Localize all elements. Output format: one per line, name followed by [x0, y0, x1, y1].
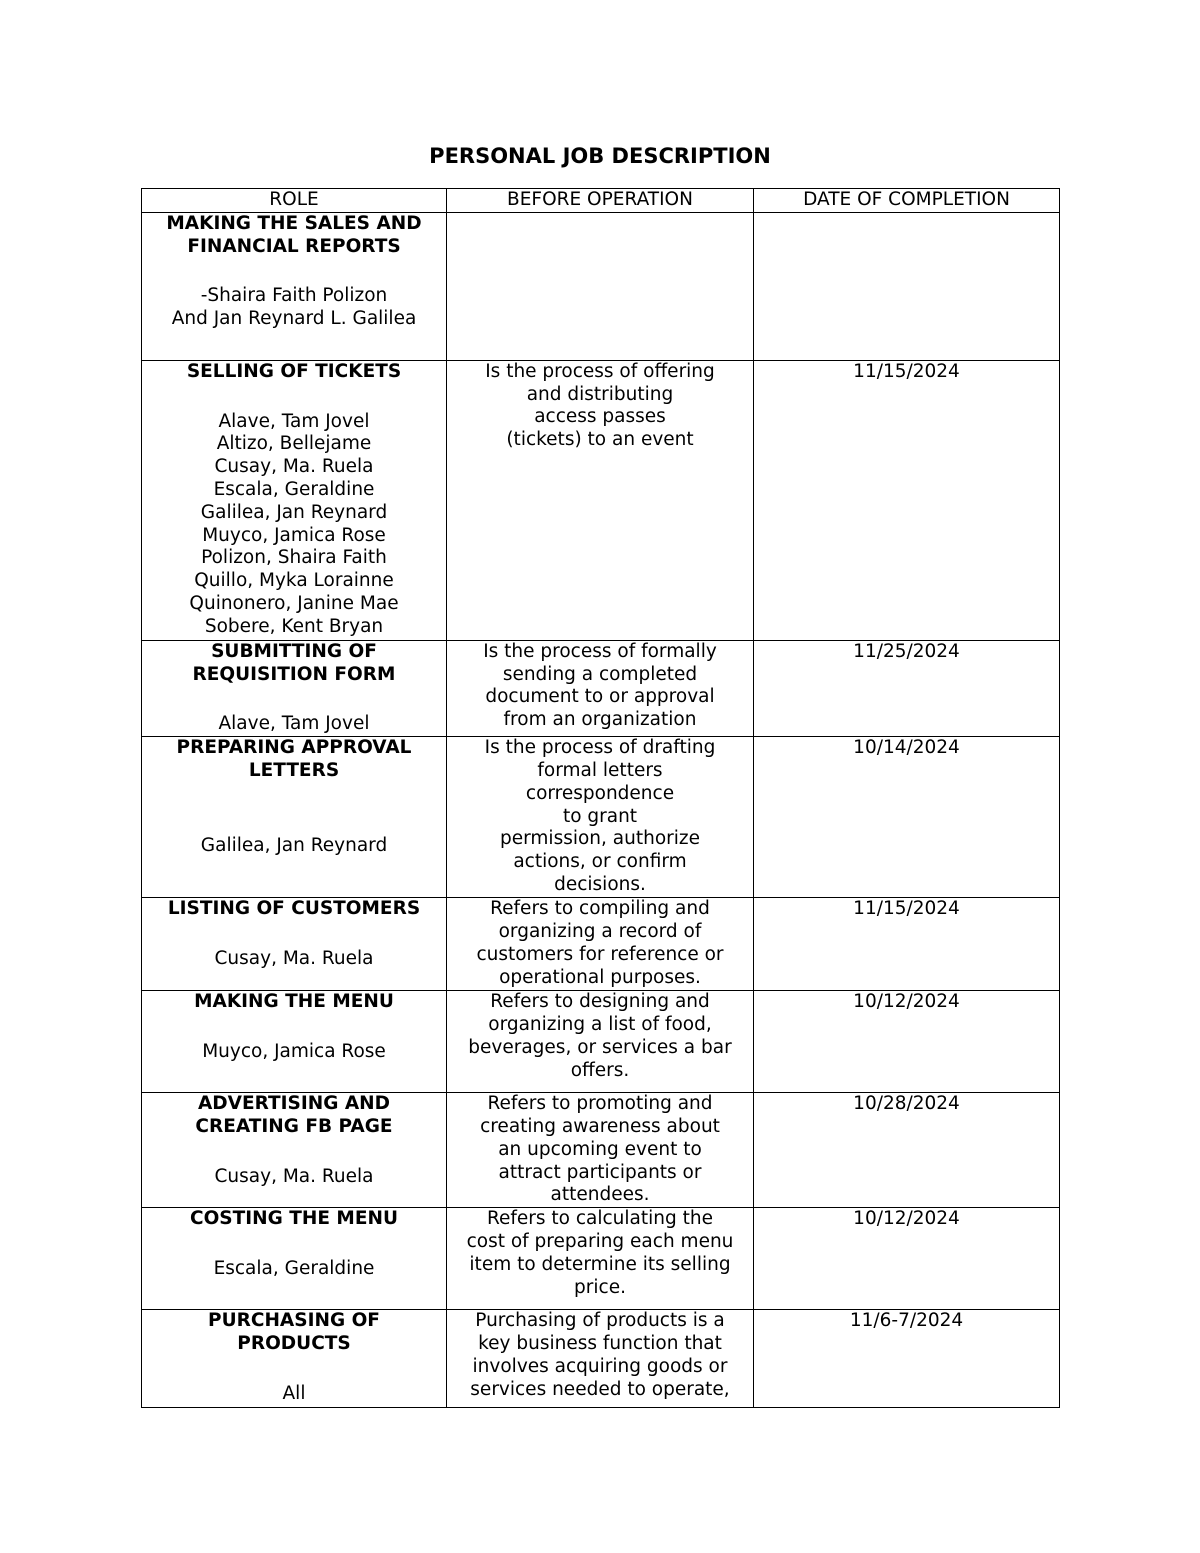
- role-members: -Shaira Faith Polizon And Jan Reynard L. Galilea: [171, 285, 417, 330]
- job-description-table: [141, 188, 1060, 1408]
- date-cell: 11/6-7/2024: [754, 1310, 1060, 1408]
- table-row: [142, 991, 1060, 1093]
- role-members: Galilea, Jan Reynard: [200, 834, 388, 856]
- table-row: [142, 1310, 1060, 1408]
- role-title: SUBMITTING OF REQUISITION FORM: [192, 640, 396, 685]
- header-role: ROLE: [142, 189, 447, 213]
- table-row: [142, 1208, 1060, 1310]
- document-title: PERSONAL JOB DESCRIPTION: [429, 144, 771, 168]
- role-members: Cusay, Ma. Ruela: [214, 947, 374, 969]
- date-cell: 10/14/2024: [754, 737, 1060, 898]
- role-members: Alave, Tam Jovel: [218, 713, 370, 735]
- role-cell: [142, 640, 447, 736]
- role-title: PREPARING APPROVAL LETTERS: [176, 737, 412, 781]
- role-cell: [142, 1310, 447, 1408]
- description-cell: Refers to designing and organizing a list of food, beverages, or services a bar offers.: [447, 991, 754, 1093]
- description-cell: [447, 212, 754, 360]
- description-cell: Is the process of drafting formal letters correspondence to grant permission, authorize actions, or confirm decisions.: [447, 737, 754, 898]
- table-header-row: [142, 189, 1060, 213]
- table-row: [142, 898, 1060, 991]
- role-members: Alave, Tam Jovel Altizo, Bellejame Cusay, Ma. Ruela Escala, Geraldine Galilea, Jan Reynard Muyco, Jamica Rose Polizon, Shaira Faith Quillo, Myka Lorainne Quinonero, Janine Mae Sobere, Kent Bryan: [189, 410, 399, 637]
- description-cell: Is the process of offering and distributing access passes (tickets) to an event: [447, 360, 754, 640]
- role-members: All: [282, 1382, 306, 1404]
- description-cell: Purchasing of products is a key business function that involves acquiring goods or services needed to operate,: [447, 1310, 754, 1408]
- description-cell: Refers to calculating the cost of preparing each menu item to determine its selling price.: [447, 1208, 754, 1310]
- role-cell: [142, 737, 447, 898]
- role-cell: [142, 1208, 447, 1310]
- header-before-operation: BEFORE OPERATION: [447, 189, 754, 213]
- role-cell: [142, 360, 447, 640]
- date-cell: [754, 212, 1060, 360]
- date-cell: 11/15/2024: [754, 898, 1060, 991]
- role-title: ADVERTISING AND CREATING FB PAGE: [195, 1093, 393, 1137]
- header-date-of-completion: DATE OF COMPLETION: [754, 189, 1060, 213]
- role-title: PURCHASING OF PRODUCTS: [208, 1310, 380, 1354]
- table-row: [142, 737, 1060, 898]
- date-cell: 11/25/2024: [754, 640, 1060, 736]
- table-row: [142, 360, 1060, 640]
- role-title: COSTING THE MENU: [190, 1208, 398, 1230]
- role-title: LISTING OF CUSTOMERS: [167, 898, 421, 920]
- table-row: [142, 1093, 1060, 1208]
- role-title: SELLING OF TICKETS: [186, 360, 402, 382]
- role-members: Escala, Geraldine: [213, 1257, 375, 1279]
- role-cell: [142, 991, 447, 1093]
- table-row: [142, 640, 1060, 736]
- date-cell: 10/12/2024: [754, 991, 1060, 1093]
- role-cell: [142, 898, 447, 991]
- date-cell: 10/28/2024: [754, 1093, 1060, 1208]
- description-cell: Refers to compiling and organizing a record of customers for reference or operational purposes.: [447, 898, 754, 991]
- date-cell: 10/12/2024: [754, 1208, 1060, 1310]
- role-cell: [142, 212, 447, 360]
- role-cell: [142, 1093, 447, 1208]
- role-members: Cusay, Ma. Ruela: [214, 1165, 374, 1187]
- role-title: MAKING THE MENU: [194, 991, 394, 1013]
- table-row: [142, 212, 1060, 360]
- description-cell: Is the process of formally sending a completed document to or approval from an organization: [447, 640, 754, 736]
- date-cell: 11/15/2024: [754, 360, 1060, 640]
- description-cell: Refers to promoting and creating awareness about an upcoming event to attract participants or attendees.: [447, 1093, 754, 1208]
- role-members: Muyco, Jamica Rose: [202, 1040, 386, 1062]
- role-title: MAKING THE SALES AND FINANCIAL REPORTS: [166, 212, 422, 257]
